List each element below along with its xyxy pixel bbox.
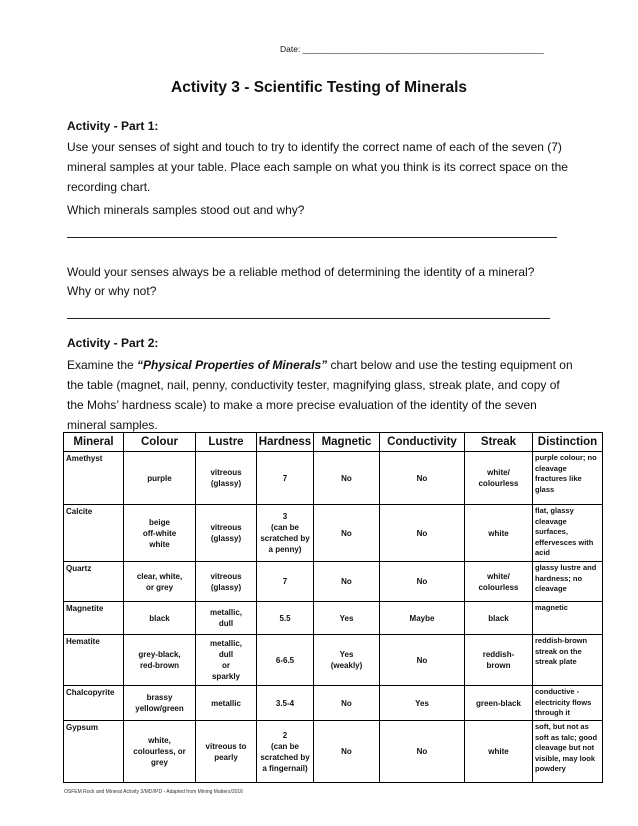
table-row (64, 452, 603, 505)
part2-intro-rest: chart below and use the testing equipment on the table (magnet, nail, penny, conductivity tester, magnifying glass, streak plate, and copy of the Mohs’ hardness scale) to make a more precise evaluation of the identity of the seven mineral samples. (67, 358, 573, 432)
question-2-line-1: Would your senses always be a reliable method of determining the identity of a mineral? (67, 265, 535, 279)
answer-line-1 (67, 237, 557, 238)
header-conductivity: Conductivity (380, 433, 465, 452)
cell-colour: clear, white, or grey (124, 562, 196, 602)
part2-heading: Activity - Part 2: (67, 336, 159, 350)
cell-distinction: magnetic (533, 602, 603, 635)
cell-hardness: 5.5 (257, 602, 314, 635)
cell-distinction: flat, glassy cleavage surfaces, effervesces with acid (533, 505, 603, 562)
cell-hardness: 3.5-4 (257, 686, 314, 721)
footer-credit: OSFEM Rock and Mineral Activity 3/MD/IPD - Adapted from Mining Matters/2016 (64, 789, 243, 795)
cell-distinction: glassy lustre and hardness; no cleavage (533, 562, 603, 602)
table-header-row (64, 433, 603, 452)
cell-mineral: Gypsum (64, 721, 124, 783)
part1-instructions: Use your senses of sight and touch to try to identify the correct name of each of the seven (7) mineral samples at your table. Place each sample on what you think is its correct space on the recording chart. (67, 140, 568, 194)
table-row (64, 686, 603, 721)
cell-distinction: soft, but not as soft as talc; good cleavage but not visible, may look powdery (533, 721, 603, 783)
cell-distinction: purple colour; no cleavage fractures like glass (533, 452, 603, 505)
cell-magnetic: Yes (weakly) (314, 635, 380, 686)
cell-lustre: metallic, dull (196, 602, 257, 635)
question-2-line-2: Why or why not? (67, 284, 157, 298)
cell-conductivity: Yes (380, 686, 465, 721)
cell-colour: white, colourless, or grey (124, 721, 196, 783)
question-1: Which minerals samples stood out and why? (67, 203, 305, 217)
cell-lustre: vitreous (glassy) (196, 562, 257, 602)
cell-colour: brassy yellow/green (124, 686, 196, 721)
header-hardness: Hardness (257, 433, 314, 452)
cell-streak: reddish- brown (465, 635, 533, 686)
cell-conductivity: No (380, 562, 465, 602)
header-streak: Streak (465, 433, 533, 452)
header-colour: Colour (124, 433, 196, 452)
table-row (64, 602, 603, 635)
cell-lustre: vitreous to pearly (196, 721, 257, 783)
cell-lustre: metallic, dull or sparkly (196, 635, 257, 686)
cell-conductivity: No (380, 505, 465, 562)
cell-streak: black (465, 602, 533, 635)
header-mineral: Mineral (64, 433, 124, 452)
table-row (64, 505, 603, 562)
mineral-properties-table (63, 432, 603, 783)
cell-mineral: Calcite (64, 505, 124, 562)
cell-streak: white (465, 721, 533, 783)
cell-mineral: Quartz (64, 562, 124, 602)
cell-distinction: reddish-brown streak on the streak plate (533, 635, 603, 686)
cell-lustre: vitreous (glassy) (196, 505, 257, 562)
cell-colour: beige off-white white (124, 505, 196, 562)
cell-lustre: metallic (196, 686, 257, 721)
chart-reference: “Physical Properties of Minerals” (137, 358, 328, 372)
cell-hardness: 6-6.5 (257, 635, 314, 686)
cell-magnetic: Yes (314, 602, 380, 635)
header-lustre: Lustre (196, 433, 257, 452)
header-magnetic: Magnetic (314, 433, 380, 452)
cell-conductivity: No (380, 635, 465, 686)
cell-conductivity: No (380, 721, 465, 783)
cell-hardness: 3 (can be scratched by a penny) (257, 505, 314, 562)
cell-mineral: Amethyst (64, 452, 124, 505)
cell-streak: white (465, 505, 533, 562)
cell-magnetic: No (314, 721, 380, 783)
cell-conductivity: Maybe (380, 602, 465, 635)
part1-heading: Activity - Part 1: (67, 119, 159, 133)
cell-mineral: Magnetite (64, 602, 124, 635)
answer-line-2 (67, 318, 550, 319)
cell-colour: grey-black, red-brown (124, 635, 196, 686)
cell-magnetic: No (314, 686, 380, 721)
table-row (64, 721, 603, 783)
cell-magnetic: No (314, 505, 380, 562)
date-field: Date: ___________________________________________________ (280, 44, 544, 54)
cell-magnetic: No (314, 452, 380, 505)
cell-hardness: 7 (257, 452, 314, 505)
cell-mineral: Hematite (64, 635, 124, 686)
cell-mineral: Chalcopyrite (64, 686, 124, 721)
cell-distinction: conductive - electricity flows through it (533, 686, 603, 721)
table-row (64, 562, 603, 602)
cell-hardness: 7 (257, 562, 314, 602)
cell-streak: green-black (465, 686, 533, 721)
cell-lustre: vitreous (glassy) (196, 452, 257, 505)
header-distinction: Distinction (533, 433, 603, 452)
cell-magnetic: No (314, 562, 380, 602)
cell-hardness: 2 (can be scratched by a fingernail) (257, 721, 314, 783)
cell-streak: white/ colourless (465, 452, 533, 505)
table-row (64, 635, 603, 686)
cell-streak: white/ colourless (465, 562, 533, 602)
cell-conductivity: No (380, 452, 465, 505)
part2-intro-prefix: Examine the (67, 358, 138, 372)
part2-instructions (67, 355, 575, 435)
cell-colour: purple (124, 452, 196, 505)
page-title: Activity 3 - Scientific Testing of Minerals (171, 79, 467, 96)
cell-colour: black (124, 602, 196, 635)
